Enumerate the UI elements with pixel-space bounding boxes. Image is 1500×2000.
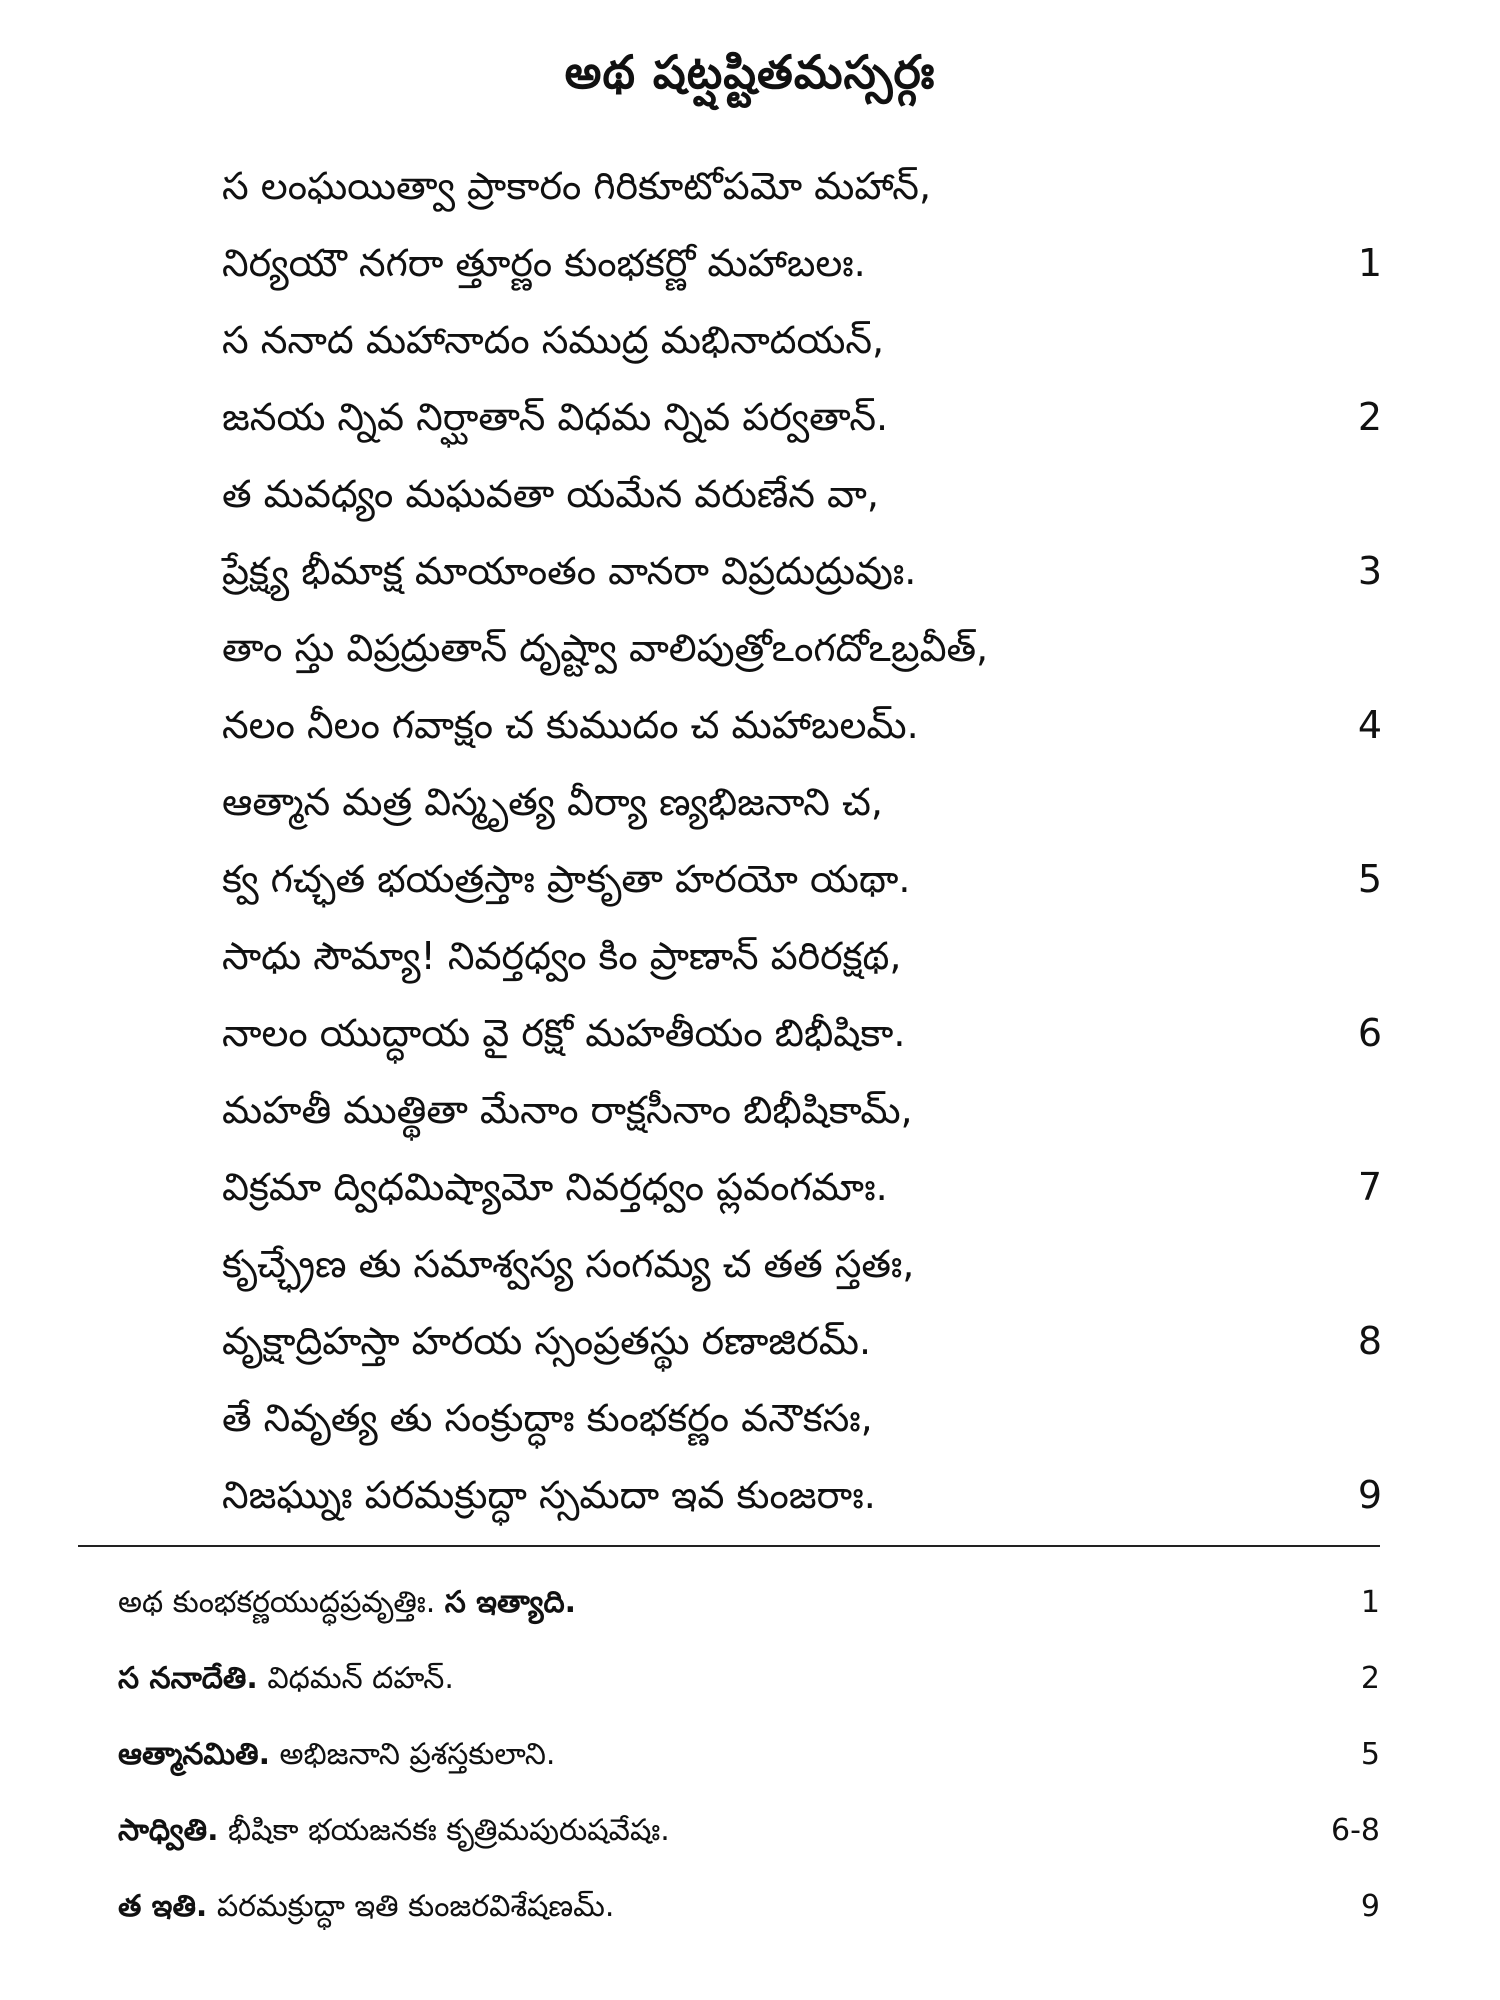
verse-line-2: నాలం యుద్ధాయ వై రక్షో మహతీయం బిభీషికా. — [222, 1011, 906, 1055]
verse-line-2: నిజఘ్నుః పరమక్రుద్ధా స్సమదా ఇవ కుంజరాః. — [222, 1473, 876, 1517]
verse-number: 2 — [1357, 395, 1382, 439]
footnote-keyword: స ననాదేతి. — [118, 1661, 258, 1696]
footnote-verse-number: 9 — [1360, 1889, 1380, 1924]
verse-line-2: నిర్యయౌ నగరా త్తూర్ణం కుంభకర్ణో మహాబలః. — [222, 241, 866, 285]
footnote-gloss: పరమక్రుద్ధా ఇతి కుంజరవిశేషణమ్. — [207, 1889, 615, 1924]
footnote-text: అథ కుంభకర్ణయుద్ధప్రవృత్తిః. — [118, 1585, 445, 1620]
verse-line-1: కృచ్ఛ్రేణ తు సమాశ్వస్య సంగమ్య చ తత స్తతః, — [222, 1242, 915, 1286]
verse-5 — [222, 764, 1382, 918]
verse-number: 7 — [1357, 1165, 1382, 1209]
footnote-gloss: అభిజనాని ప్రశస్తకులాని. — [270, 1737, 556, 1772]
verse-list — [222, 148, 1382, 1534]
footnote-3 — [118, 1732, 1380, 1808]
verse-line-2: వృక్షాద్రిహస్తా హరయ స్సంప్రతస్థు రణాజిరమ్. — [222, 1319, 872, 1363]
verse-1 — [222, 148, 1382, 302]
verse-line-1: తాం స్తు విప్రద్రుతాన్ దృష్ట్వా వాలిపుత్రోఽంగదోఽబ్రవీత్, — [222, 626, 989, 670]
verse-2 — [222, 302, 1382, 456]
verse-number: 9 — [1357, 1473, 1382, 1517]
footnotes — [118, 1580, 1380, 1960]
verse-line-2: జనయ న్నివ నిర్ఘాతాన్ విధమ న్నివ పర్వతాన్. — [222, 395, 889, 439]
verse-line-2: విక్రమా ద్విధమిష్యామో నివర్తధ్వం ప్లవంగమాః. — [222, 1165, 888, 1209]
footnote-gloss: భీషికా భయజనకః కృత్రిమపురుషవేషః. — [218, 1813, 670, 1848]
verse-line-2: నలం నీలం గవాక్షం చ కుముదం చ మహాబలమ్. — [222, 703, 919, 747]
footnote-keyword: సాధ్వితి. — [118, 1813, 219, 1848]
verse-line-1: ఆత్మాన మత్ర విస్మృత్య వీర్యా ణ్యభిజనాని చ, — [222, 780, 883, 824]
footnote-divider — [78, 1545, 1380, 1547]
verse-8 — [222, 1226, 1382, 1380]
verse-number: 3 — [1357, 549, 1382, 593]
verse-9 — [222, 1380, 1382, 1534]
verse-line-1: తే నివృత్య తు సంక్రుద్ధాః కుంభకర్ణం వనౌకసః, — [222, 1396, 873, 1440]
verse-number: 5 — [1357, 857, 1382, 901]
verse-4 — [222, 610, 1382, 764]
footnote-verse-number: 5 — [1360, 1737, 1380, 1772]
verse-line-2: ప్రేక్ష్య భీమాక్ష మాయాంతం వానరా విప్రదుద్రువుః. — [222, 549, 917, 593]
verse-number: 6 — [1357, 1011, 1382, 1055]
verse-6 — [222, 918, 1382, 1072]
verse-3 — [222, 456, 1382, 610]
footnote-verse-number: 1 — [1360, 1585, 1380, 1620]
verse-number: 1 — [1357, 241, 1382, 285]
verse-line-2: క్వ గచ్ఛత భయత్రస్తాః ప్రాకృతా హరయో యథా. — [222, 857, 911, 901]
verse-number: 8 — [1357, 1319, 1382, 1363]
verse-line-1: మహతీ ముత్థితా మేనాం రాక్షసీనాం బిభీషికామ్, — [222, 1088, 913, 1132]
footnote-5 — [118, 1884, 1380, 1960]
footnote-4 — [118, 1808, 1380, 1884]
verse-7 — [222, 1072, 1382, 1226]
footnote-gloss: విధమన్ దహన్. — [257, 1661, 454, 1696]
verse-line-1: స ననాద మహానాదం సముద్ర మభినాదయన్, — [222, 318, 885, 362]
verse-line-1: సాధు సౌమ్యా! నివర్తధ్వం కిం ప్రాణాన్ పరిరక్షథ, — [222, 934, 902, 978]
footnote-keyword: ఆత్మానమితి. — [118, 1737, 271, 1772]
footnote-1 — [118, 1580, 1380, 1656]
footnote-keyword: స ఇత్యాది. — [444, 1585, 577, 1620]
verse-number: 4 — [1357, 703, 1382, 747]
verse-line-1: స లంఘయిత్వా ప్రాకారం గిరికూటోపమో మహాన్, — [222, 164, 932, 208]
footnote-keyword: త ఇతి. — [118, 1889, 208, 1924]
footnote-verse-number: 6-8 — [1331, 1813, 1380, 1848]
footnote-verse-number: 2 — [1360, 1661, 1380, 1696]
verse-line-1: త మవధ్యం మఘవతా యమేన వరుణేన వా, — [222, 472, 879, 516]
footnote-2 — [118, 1656, 1380, 1732]
chapter-title: అథ షట్షష్టితమస్సర్గః — [564, 45, 936, 99]
